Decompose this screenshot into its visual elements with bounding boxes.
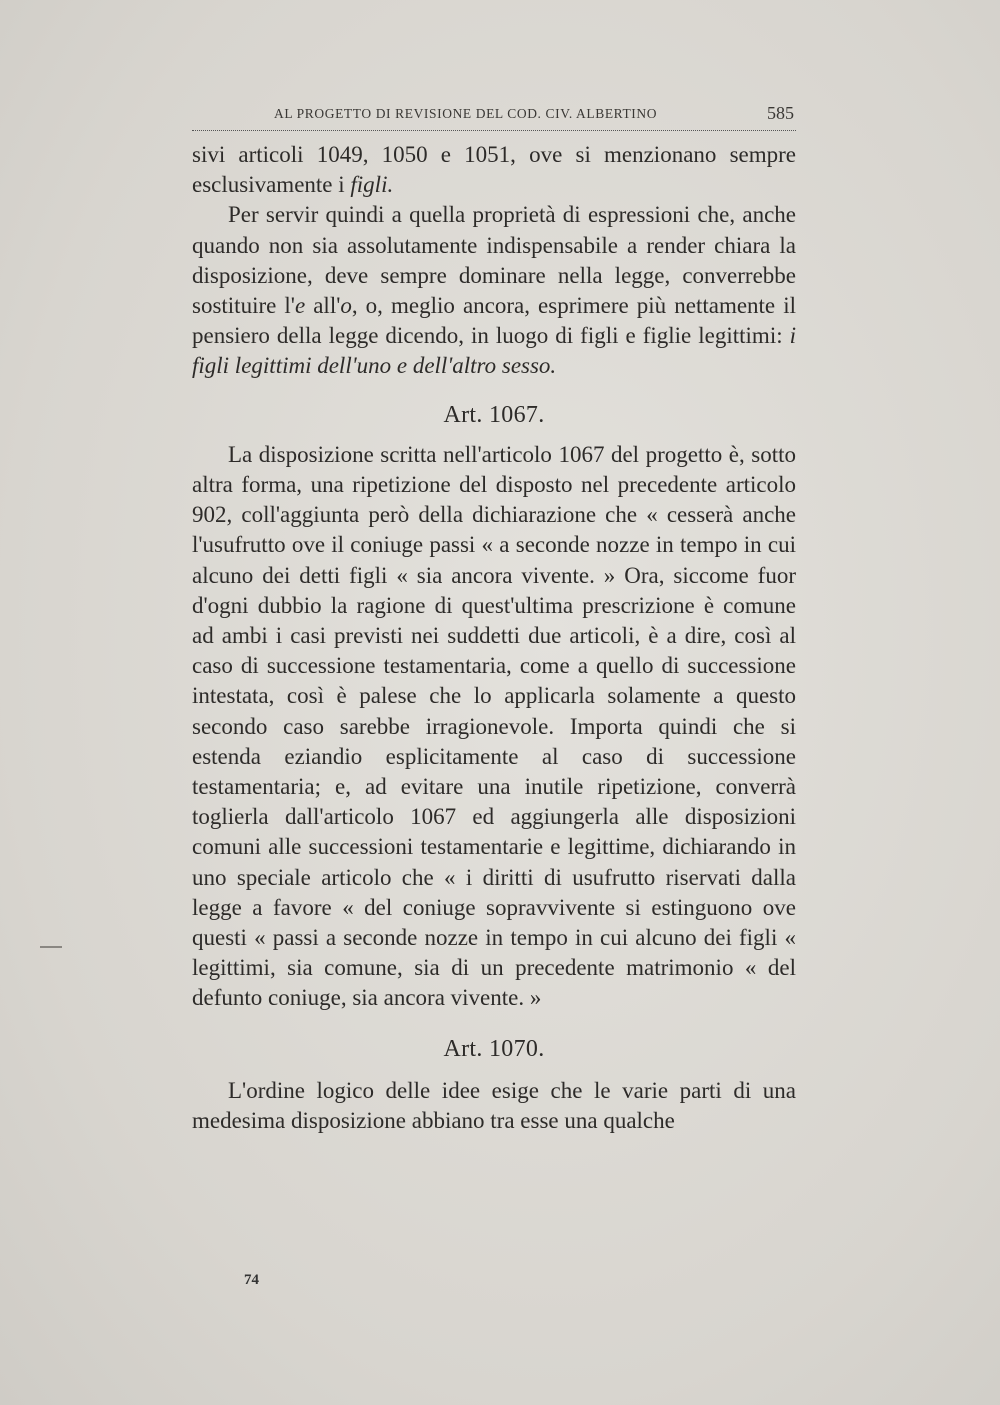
paragraph-text: sivi articoli 1049, 1050 e 1051, ove si menzionano sempre esclusivamente i [192,142,796,198]
italic-text: figli. [350,172,394,198]
italic-text: i figli legittimi dell'uno e dell'altro sesso. [192,323,796,379]
article-heading-1070: Art. 1070. [443,1035,545,1062]
page-header [192,104,796,131]
article-heading-1067: Art. 1067. [443,401,545,428]
paragraph-text: Per servir quindi a quella proprietà di espressioni che, anche quando non sia assolutamente indispensabile a render chiara la disposizione, deve sempre dominare nella legge, converrebbe sostituire l' [192,202,796,319]
paragraph-proprieta [192,200,796,381]
italic-text: e [294,293,306,319]
paragraph-text: all' [305,293,341,319]
paragraph-art-1067: La disposizione scritta nell'articolo 1067 del progetto è, sotto altra forma, una ripetizione del disposto nel precedente articolo 902, coll'aggiunta però della dichiarazione che « cesserà anche l'usufrutto ove il coniuge passi « a seconde nozze in tempo in cui alcuno dei detti figli « sia ancora vivente. » Ora, siccome fuor d'ogni dubbio la ragione di quest'ultima prescrizione è comune ad ambi i casi previsti nei suddetti due articoli, è a dire, così al caso di successione testamentaria, come a quello di successione intestata, così è palese che lo applicarla solamente a questo secondo caso sarebbe irragionevole. Importa quindi che si estenda eziandio esplicitamente al caso di successione testamentaria; e, ad evitare una inutile ripetizione, converrà toglierla dall'articolo 1067 ed aggiungerla alle disposizioni comuni alle successioni testamentarie e legittime, dichiarando in uno speciale articolo che « i diritti di usufrutto riservati dalla legge a favore « del coniuge sopravvivente si estinguono ove questi « passi a seconde nozze in tempo in cui alcuno dei figli « legittimi, sia comune, sia di un precedente matrimonio « del defunto coniuge, sia ancora vivente. » [192,441,796,1011]
paragraph-continuation [192,140,796,200]
running-head: AL PROGETTO DI REVISIONE DEL COD. CIV. ALBERTINO [274,106,658,121]
printer-signature: 74 [244,1272,259,1288]
page-body [192,140,796,1136]
page-number: 585 [767,103,794,123]
paragraph-text: , o, meglio ancora, esprimere più nettamente il pensiero della legge dicendo, in luogo di figli e figlie legittimi: [192,293,796,349]
margin-mark [40,946,62,948]
paragraph-art-1070: L'ordine logico delle idee esige che le varie parti di una medesima disposizione abbiano tra esse una qualche [192,1077,796,1134]
italic-text: o [340,293,352,319]
